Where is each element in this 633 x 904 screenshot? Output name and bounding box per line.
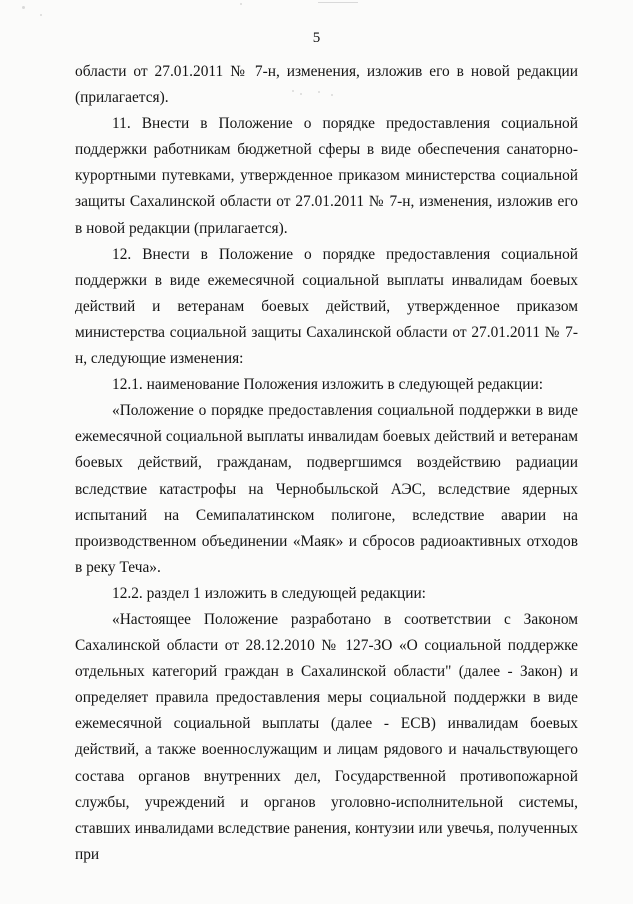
paragraph-quote-title: «Положение о порядке предоставления социальной поддержки в виде ежемесячной социальной выплаты инвалидам боевых действий и ветеранам боевых действий, гражданам, подвергшимся воздействию радиации вследствие катастрофы на Чернобыльской АЭС, вследствие ядерных испытаний на Семипалатинском полигоне, вследствие аварии на производственном объединении «Маяк» и сбросов радиоактивных отходов в реку Теча».	[75, 402, 578, 576]
paragraph-item-11: 11. Внести в Положение о порядке предоставления социальной поддержки работникам бюджетной сферы в виде обеспечения санаторно-курортными путевками, утвержденное приказом министерства социальной защиты Сахалинской области от 27.01.2011 № 7-н, изменения, изложив его в новой редакции (прилагается).	[75, 115, 578, 237]
scan-speck	[331, 94, 333, 96]
paragraph-item-12: 12. Внести в Положение о порядке предоставления социальной поддержки в виде ежемесячной социальной выплаты инвалидам боевых действий и ветеранам боевых действий, утвержденное приказом министерства социальной защиты Сахалинской области от 27.01.2011 № 7-н, следующие изменения:	[75, 245, 578, 368]
scan-speck	[318, 2, 358, 3]
paragraph-continuation: области от 27.01.2011 № 7-н, изменения, изложив его в новой редакции (прилагается).	[75, 63, 578, 107]
paragraph-item-12-2: 12.2. раздел 1 изложить в следующей редакции:	[112, 584, 426, 602]
scan-speck	[300, 93, 302, 95]
scan-speck	[292, 90, 294, 92]
paragraph-item-12-1: 12.1. наименование Положения изложить в следующей редакции:	[112, 376, 544, 394]
scan-speck	[40, 14, 42, 16]
paragraph-quote-section-1: «Настоящее Положение разработано в соответствии с Законом Сахалинской области от 28.12.2010 № 127-ЗО «О социальной поддержке отдельных категорий граждан в Сахалинской области" (далее - Закон) и определяет правила предоставления меры социальной поддержки в виде ежемесячной социальной выплаты (далее - ЕСВ) инвалидам боевых действий, а также военнослужащим и лицам рядового и начальствующего состава органов внутренних дел, Государственной противопожарной службы, учреждений и органов уголовно-исполнительной системы, ставших инвалидами вследствие ранения, контузии или увечья, полученных при	[75, 610, 578, 863]
scan-speck	[22, 6, 25, 9]
page-number: 5	[312, 30, 321, 46]
document-body	[75, 59, 578, 868]
scan-speck	[240, 3, 242, 5]
scan-speck	[318, 91, 320, 93]
